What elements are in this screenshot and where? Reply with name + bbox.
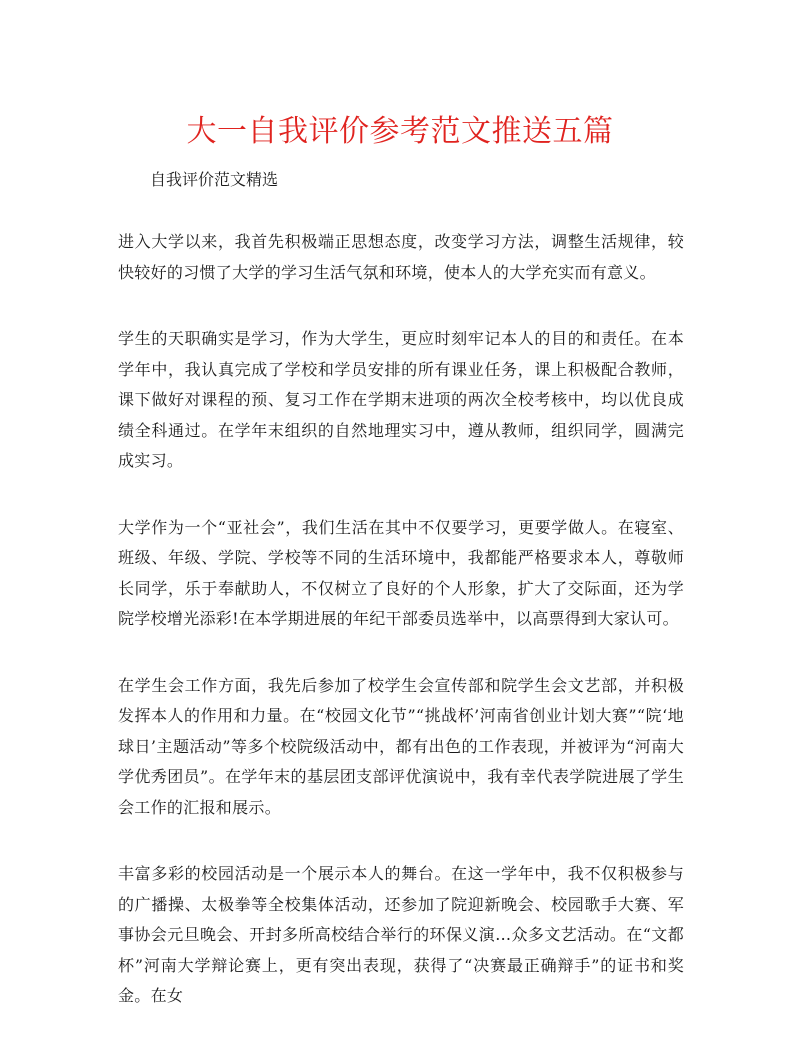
paragraph-1: 进入大学以来，我首先积极端正思想态度，改变学习方法，调整生活规律，较快较好的习惯了大学的学习生活气氛和环境，使本人的大学充实而有意义。 — [118, 232, 684, 282]
paragraph-3: 大学作为一个“亚社会”，我们生活在其中不仅要学习，更要学做人。在寝室、班级、年级、学院、学校等不同的生活环境中，我都能严格要求本人，尊敬师长同学，乐于奉献助人，不仅树立了良好的个人形象，扩大了交际面，还为学院学校增光添彩!在本学期进展的年纪干部委员选举中，以高票得到大家认可。 — [118, 517, 684, 628]
paragraph-5: 丰富多彩的校园活动是一个展示本人的舞台。在这一学年中，我不仅积极参与的广播操、太极拳等全校集体活动，还参加了院迎新晚会、校园歌手大赛、军事协会元旦晚会、开封多所高校结合举行的环保义演…众多文艺活动。在“文都杯”河南大学辩论赛上，更有突出表现，获得了“决赛最正确辩手”的证书和奖金。在女 — [118, 864, 684, 1005]
paragraph-4: 在学生会工作方面，我先后参加了校学生会宣传部和院学生会文艺部，并积极发挥本人的作用和力量。在“校园文化节”“挑战杯’河南省创业计划大赛”“院‘地球日’主题活动”等多个校院级活动中，都有出色的工作表现，并被评为“河南大学优秀团员”。在学年末的基层团支部评优演说中，我有幸代表学院进展了学生会工作的汇报和展示。 — [118, 675, 684, 817]
document-body — [118, 227, 684, 1048]
paragraph-2: 学生的天职确实是学习，作为大学生，更应时刻牢记本人的目的和责任。在本学年中，我认真完成了学校和学员安排的所有课业任务，课上积极配合教师，课下做好对课程的预、复习工作在学期末进项的两次全校考核中，均以优良成绩全科通过。在学年末组织的自然地理实习中，遵从教师，组织同学，圆满完成实习。 — [118, 329, 684, 470]
document-subtitle: 自我评价范文精选 — [150, 170, 279, 189]
document-title: 大一自我评价参考范文推送五篇 — [186, 114, 614, 149]
